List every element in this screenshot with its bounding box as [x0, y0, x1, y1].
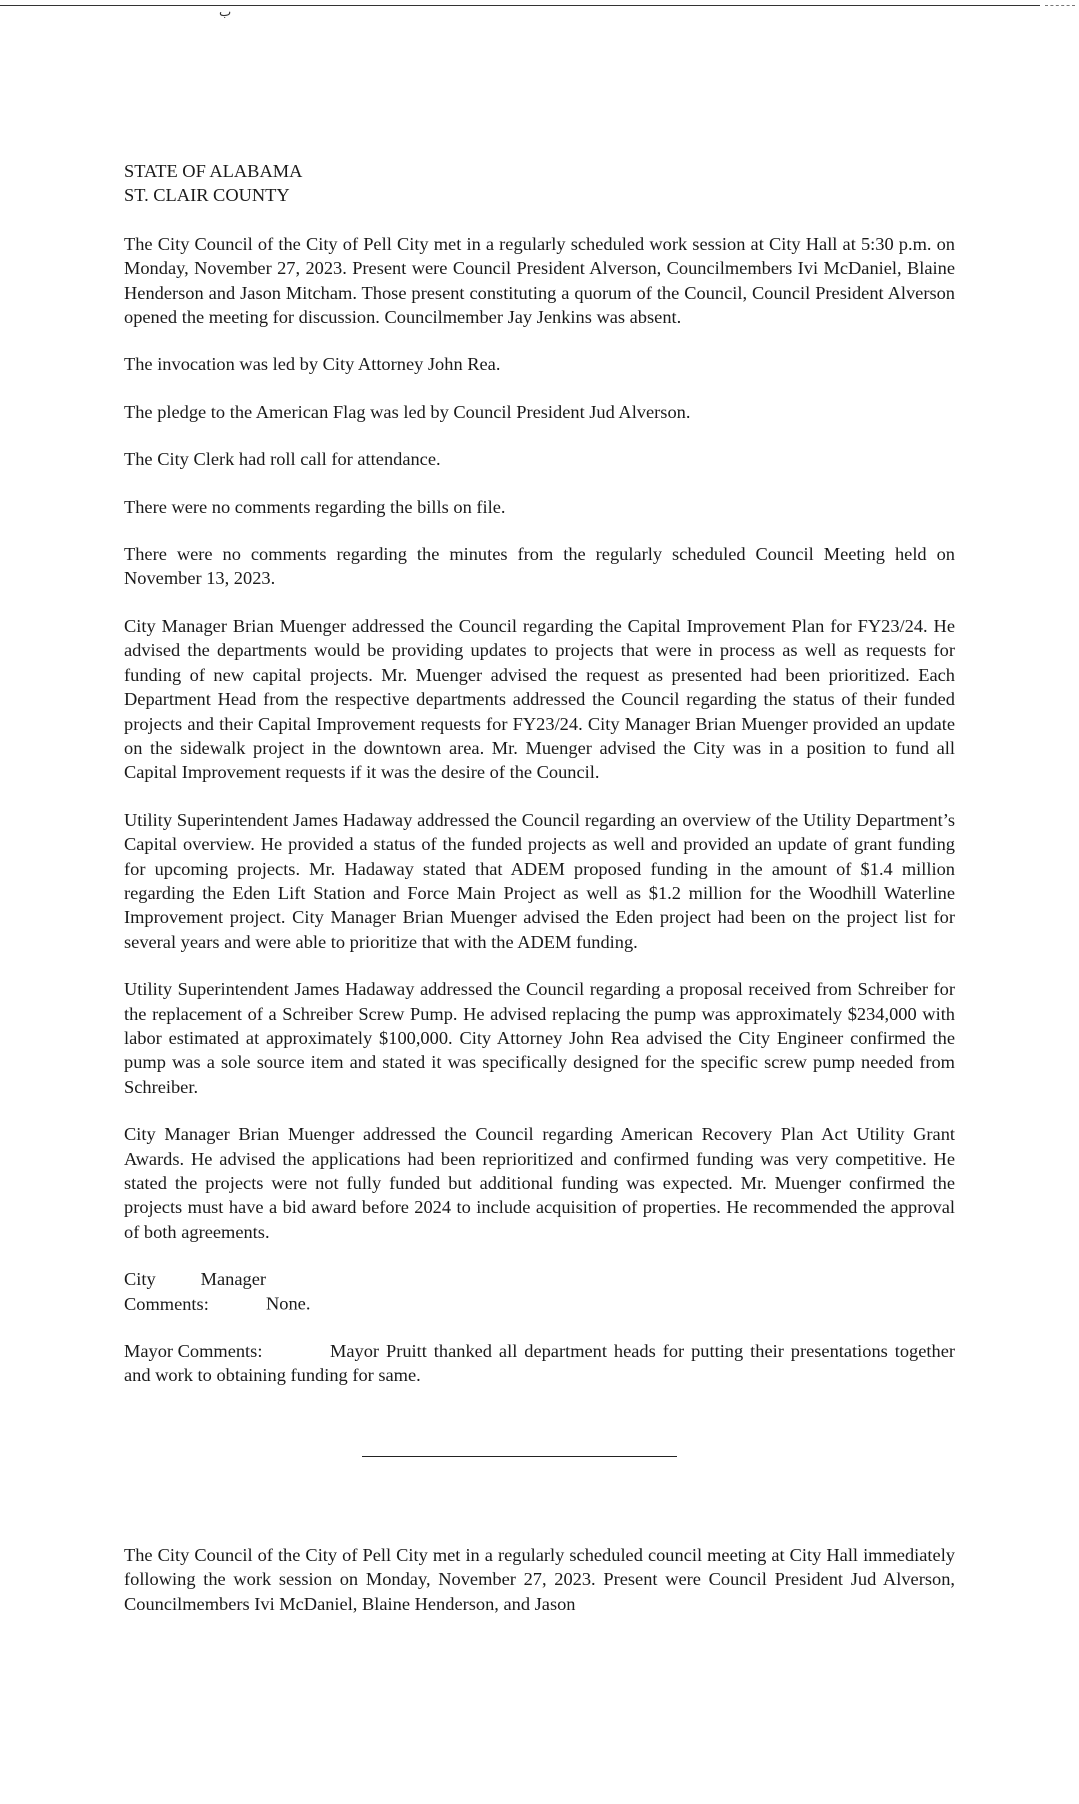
pledge-paragraph: The pledge to the American Flag was led by Council President Jud Alverson.: [124, 401, 691, 422]
roll-call-paragraph: The City Clerk had roll call for attendance.: [124, 449, 441, 470]
arpa-paragraph: City Manager Brian Muenger addressed the Council regarding American Recovery Plan Act Utility Grant Awards. He advised the applications had been reprioritized and confirmed funding was very competitive. He stated the projects were not fully funded but additional funding was expected. Mr. Muenger confirmed the projects must have a bid award before 2024 to include acquisition of properties. He recommended the approval of both agreements.: [124, 1124, 955, 1242]
city-manager-comments-label: City Manager Comments:: [124, 1269, 266, 1314]
bills-paragraph: There were no comments regarding the bills on file.: [124, 496, 506, 517]
city-manager-comments: [124, 1267, 955, 1316]
city-manager-comments-value: None.: [266, 1293, 311, 1314]
invocation-paragraph: The invocation was led by City Attorney John Rea.: [124, 354, 501, 375]
minutes-document: [124, 159, 955, 1616]
capital-plan-paragraph: City Manager Brian Muenger addressed the Council regarding the Capital Improvement Plan for FY23/24. He advised the departments would be providing updates to projects that were in process as well as requests for funding of new capital projects. Mr. Muenger advised the request as presented had been prioritized. Each Department Head from the respective departments addressed the Council regarding the status of their funded projects and their Capital Improvement requests for FY23/24. City Manager Brian Muenger provided an update on the sidewalk project in the downtown area. Mr. Muenger advised the City was in a position to fund all Capital Improvement requests if it was the desire of the Council.: [124, 615, 955, 783]
minutes-paragraph: There were no comments regarding the minutes from the regularly scheduled Council Meeting held on November 13, 2023.: [124, 544, 955, 589]
utility-overview-paragraph: Utility Superintendent James Hadaway addressed the Council regarding an overview of the Utility Department’s Capital overview. He provided a status of the funded projects as well and provided an update of grant funding for upcoming projects. Mr. Hadaway stated that ADEM proposed funding in the amount of $1.4 million regarding the Eden Lift Station and Force Main Project as well as $1.2 million for the Woodhill Waterline Improvement project. City Manager Brian Muenger advised the Eden project had been on the project list for several years and were able to prioritize that with the ADEM funding.: [124, 809, 955, 952]
screw-pump-paragraph: Utility Superintendent James Hadaway addressed the Council regarding a proposal received from Schreiber for the replacement of a Schreiber Screw Pump. He advised replacing the pump was approximately $234,000 with labor estimated at approximately $100,000. City Attorney John Rea advised the City Engineer confirmed the pump was a sole source item and stated it was specifically designed for the specific screw pump needed from Schreiber.: [124, 979, 955, 1097]
state-heading: STATE OF ALABAMA: [124, 161, 303, 181]
county-heading: ST. CLAIR COUNTY: [124, 185, 290, 206]
top-scan-border-tail: [1045, 5, 1075, 6]
top-scan-border: [0, 5, 1040, 6]
mayor-comments-value: Mayor Pruitt thanked all department heads for putting their presentations together and work to obtaining funding for same.: [124, 1341, 955, 1386]
mayor-comments: [124, 1339, 955, 1388]
opening-paragraph: The City Council of the City of Pell City met in a regularly scheduled work session at City Hall at 5:30 p.m. on Monday, November 27, 2023. Present were Council President Alverson, Councilmembers Ivi McDaniel, Blaine Henderson and Jason Mitcham. Those present constituting a quorum of the Council, Council President Alverson opened the meeting for discussion. Councilmember Jay Jenkins was absent.: [124, 233, 955, 328]
council-meeting-paragraph: The City Council of the City of Pell City met in a regularly scheduled council meeting at City Hall immediately following the work session on Monday, November 27, 2023. Present were Council President Jud Alverson, Councilmembers Ivi McDaniel, Blaine Henderson, and Jason: [124, 1544, 955, 1614]
section-divider: [362, 1456, 677, 1457]
scan-artifact-mark: ب: [219, 4, 232, 19]
mayor-comments-label: Mayor Comments:: [124, 1341, 263, 1362]
